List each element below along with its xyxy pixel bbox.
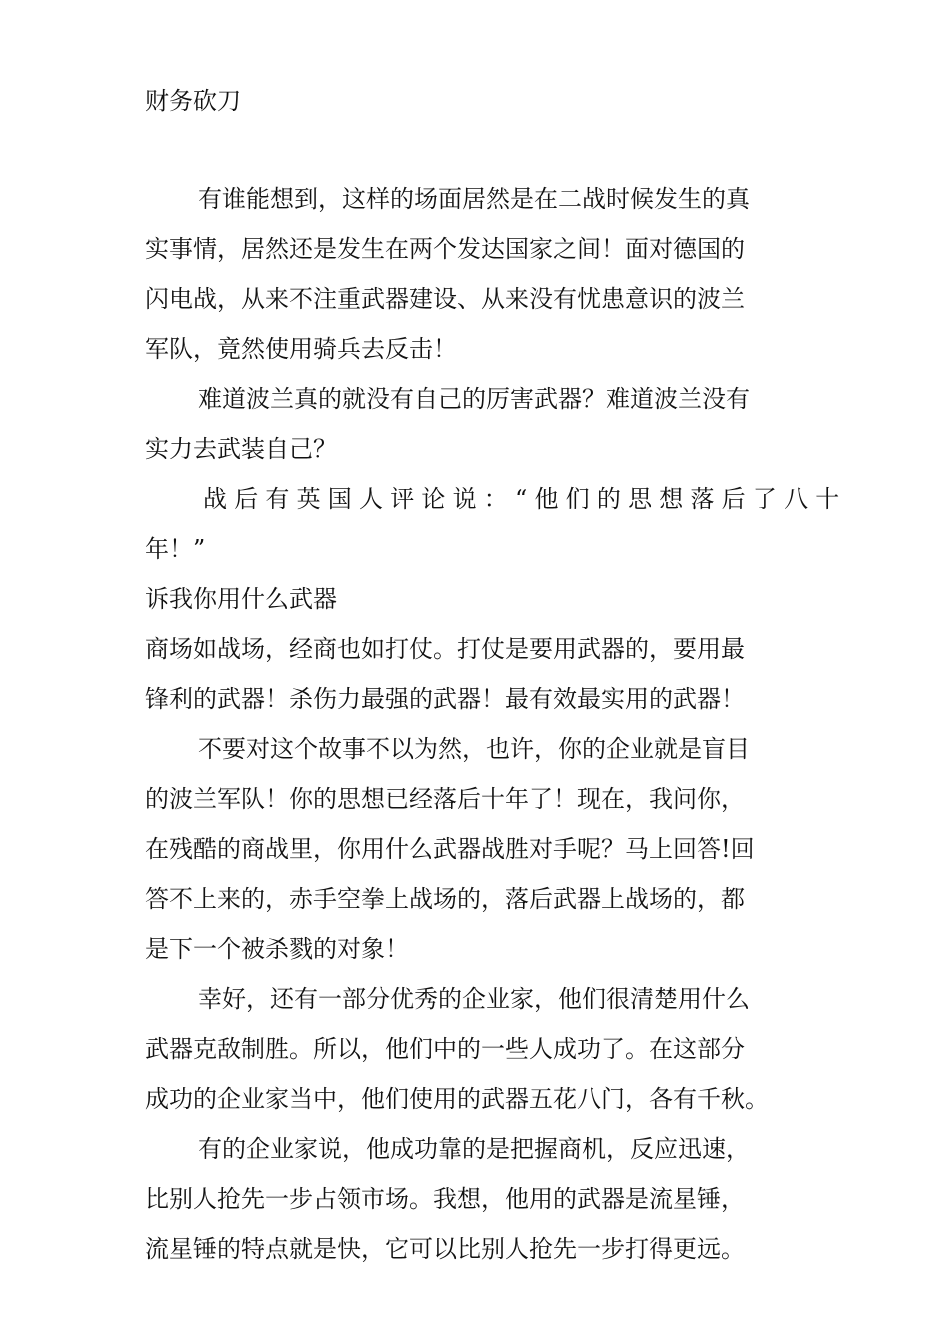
text-line: 在残酷的商战里，你用什么武器战胜对手呢？马上回答!回	[145, 835, 755, 863]
text-line: 不要对这个故事不以为然，也许，你的企业就是盲目	[198, 735, 750, 763]
text-line: 实事情，居然还是发生在两个发达国家之间！面对德国的	[145, 235, 745, 263]
text-line: 流星锤的特点就是快，它可以比别人抢先一步打得更远。	[145, 1235, 745, 1263]
text-line: 年！”	[145, 535, 206, 563]
section-heading: 诉我你用什么武器	[145, 585, 337, 613]
text-line: 的波兰军队！你的思想已经落后十年了！现在，我问你，	[145, 785, 745, 813]
text-line: 比别人抢先一步占领市场。我想，他用的武器是流星锤，	[145, 1185, 745, 1213]
text-line: 军队，竟然使用骑兵去反击！	[145, 335, 457, 363]
text-line: 战后有英国人评论说：“他们的思想落后了八十	[203, 485, 847, 513]
text-line: 是下一个被杀戮的对象！	[145, 935, 409, 963]
text-line: 幸好，还有一部分优秀的企业家，他们很清楚用什么	[198, 985, 750, 1013]
text-line: 实力去武装自己？	[145, 435, 337, 463]
text-line: 闪电战，从来不注重武器建设、从来没有忧患意识的波兰	[145, 285, 745, 313]
text-line: 答不上来的，赤手空拳上战场的，落后武器上战场的，都	[145, 885, 745, 913]
text-line: 成功的企业家当中，他们使用的武器五花八门，各有千秋。	[145, 1085, 769, 1113]
text-line: 武器克敌制胜。所以，他们中的一些人成功了。在这部分	[145, 1035, 745, 1063]
text-line: 锋利的武器！杀伤力最强的武器！最有效最实用的武器！	[145, 685, 745, 713]
text-line: 有的企业家说，他成功靠的是把握商机，反应迅速，	[198, 1135, 750, 1163]
text-line: 难道波兰真的就没有自己的厉害武器？难道波兰没有	[198, 385, 750, 413]
document-title: 财务砍刀	[145, 87, 241, 115]
text-line: 商场如战场，经商也如打仗。打仗是要用武器的，要用最	[145, 635, 745, 663]
text-line: 有谁能想到，这样的场面居然是在二战时候发生的真	[198, 185, 750, 213]
